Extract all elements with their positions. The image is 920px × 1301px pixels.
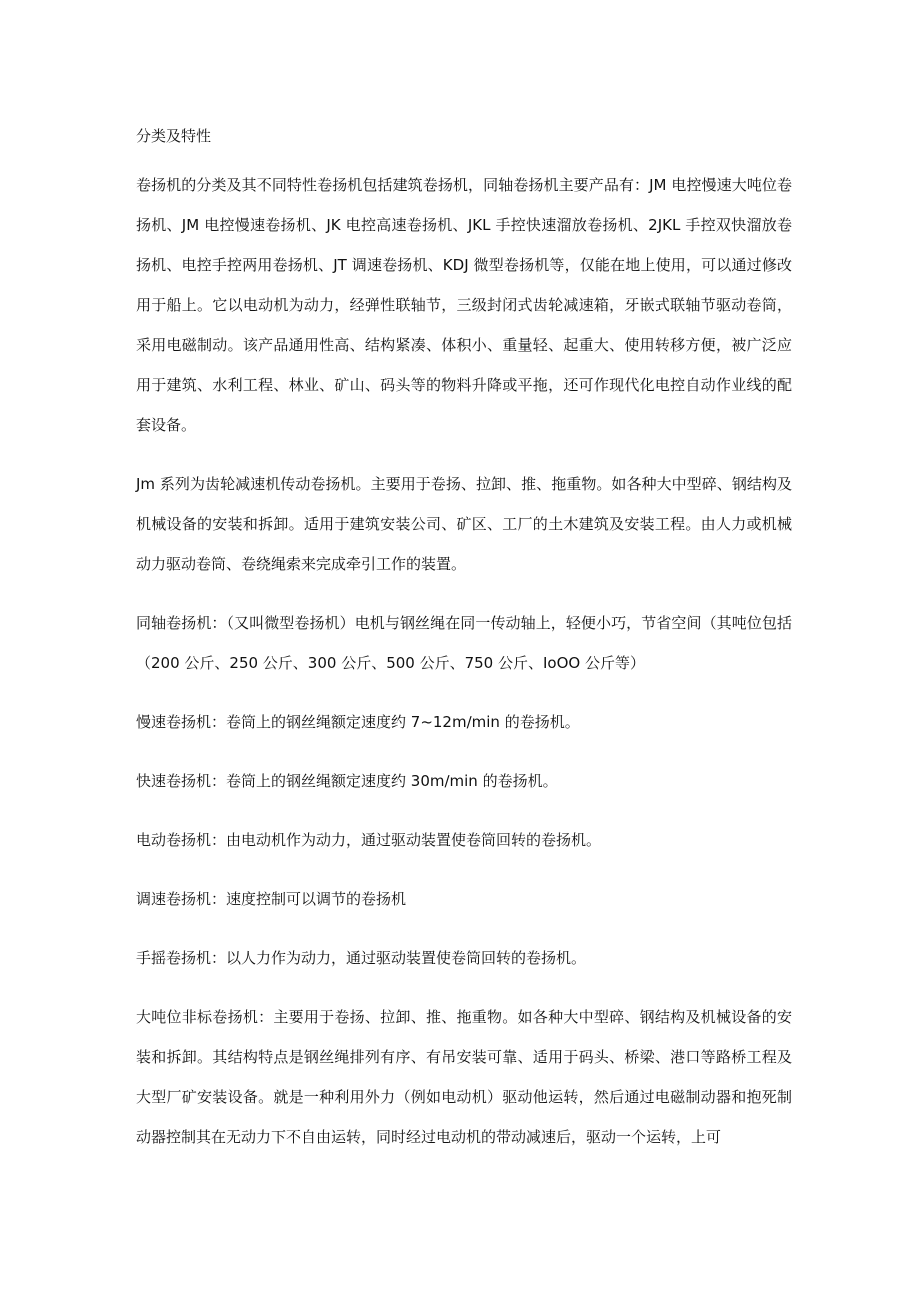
document-heading: 分类及特性 [136, 127, 212, 145]
paragraph-coaxial-winch: 同轴卷扬机：（又叫微型卷扬机）电机与钢丝绳在同一传动轴上，轻便小巧，节省空间（其吨位包括（200 公斤、250 公斤、300 公斤、500 公斤、750 公斤、IoOO 公斤等） [136, 614, 792, 672]
paragraph-electric-winch: 电动卷扬机：由电动机作为动力，通过驱动装置使卷筒回转的卷扬机。 [136, 831, 602, 849]
paragraph-overview: 卷扬机的分类及其不同特性卷扬机包括建筑卷扬机，同轴卷扬机主要产品有：JM 电控慢速大吨位卷扬机、JM 电控慢速卷扬机、JK 电控高速卷扬机、JKL 手控快速溜放卷扬机、2JKL 手控双快溜放卷扬机、电控手控两用卷扬机、JT 调速卷扬机、KDJ 微型卷扬机等，仅能在地上使用，可以通过修改用于船上。它以电动机为动力，经弹性联轴节，三级封闭式齿轮减速箱，牙嵌式联轴节驱动卷筒，采用电磁制动。该产品通用性高、结构紧凑、体积小、重量轻、起重大、使用转移方便，被广泛应用于建筑、水利工程、林业、矿山、码头等的物料升降或平拖，还可作现代化电控自动作业线的配套设备。 [136, 176, 792, 434]
paragraph-fast-winch: 快速卷扬机：卷筒上的钢丝绳额定速度约 30m∕min 的卷扬机。 [136, 772, 558, 790]
paragraph-hand-winch: 手摇卷扬机：以人力作为动力，通过驱动装置使卷筒回转的卷扬机。 [136, 949, 587, 967]
paragraph-speed-control-winch: 调速卷扬机：速度控制可以调节的卷扬机 [136, 890, 407, 908]
paragraph-slow-winch: 慢速卷扬机：卷筒上的钢丝绳额定速度约 7~12m∕min 的卷扬机。 [136, 713, 580, 731]
paragraph-heavy-nonstandard-winch: 大吨位非标卷扬机：主要用于卷扬、拉卸、推、拖重物。如各种大中型碎、钢结构及机械设备的安装和拆卸。其结构特点是钢丝绳排列有序、有吊安装可靠、适用于码头、桥梁、港口等路桥工程及大型厂矿安装设备。就是一种利用外力（例如电动机）驱动他运转，然后通过电磁制动器和抱死制动器控制其在无动力下不自由运转，同时经过电动机的带动减速后，驱动一个运转，上可 [136, 1008, 792, 1146]
paragraph-jm-series: Jm 系列为齿轮减速机传动卷扬机。主要用于卷扬、拉卸、推、拖重物。如各种大中型碎、钢结构及机械设备的安装和拆卸。适用于建筑安装公司、矿区、工厂的土木建筑及安装工程。由人力或机械动力驱动卷筒、卷绕绳索来完成牵引工作的装置。 [136, 475, 792, 573]
